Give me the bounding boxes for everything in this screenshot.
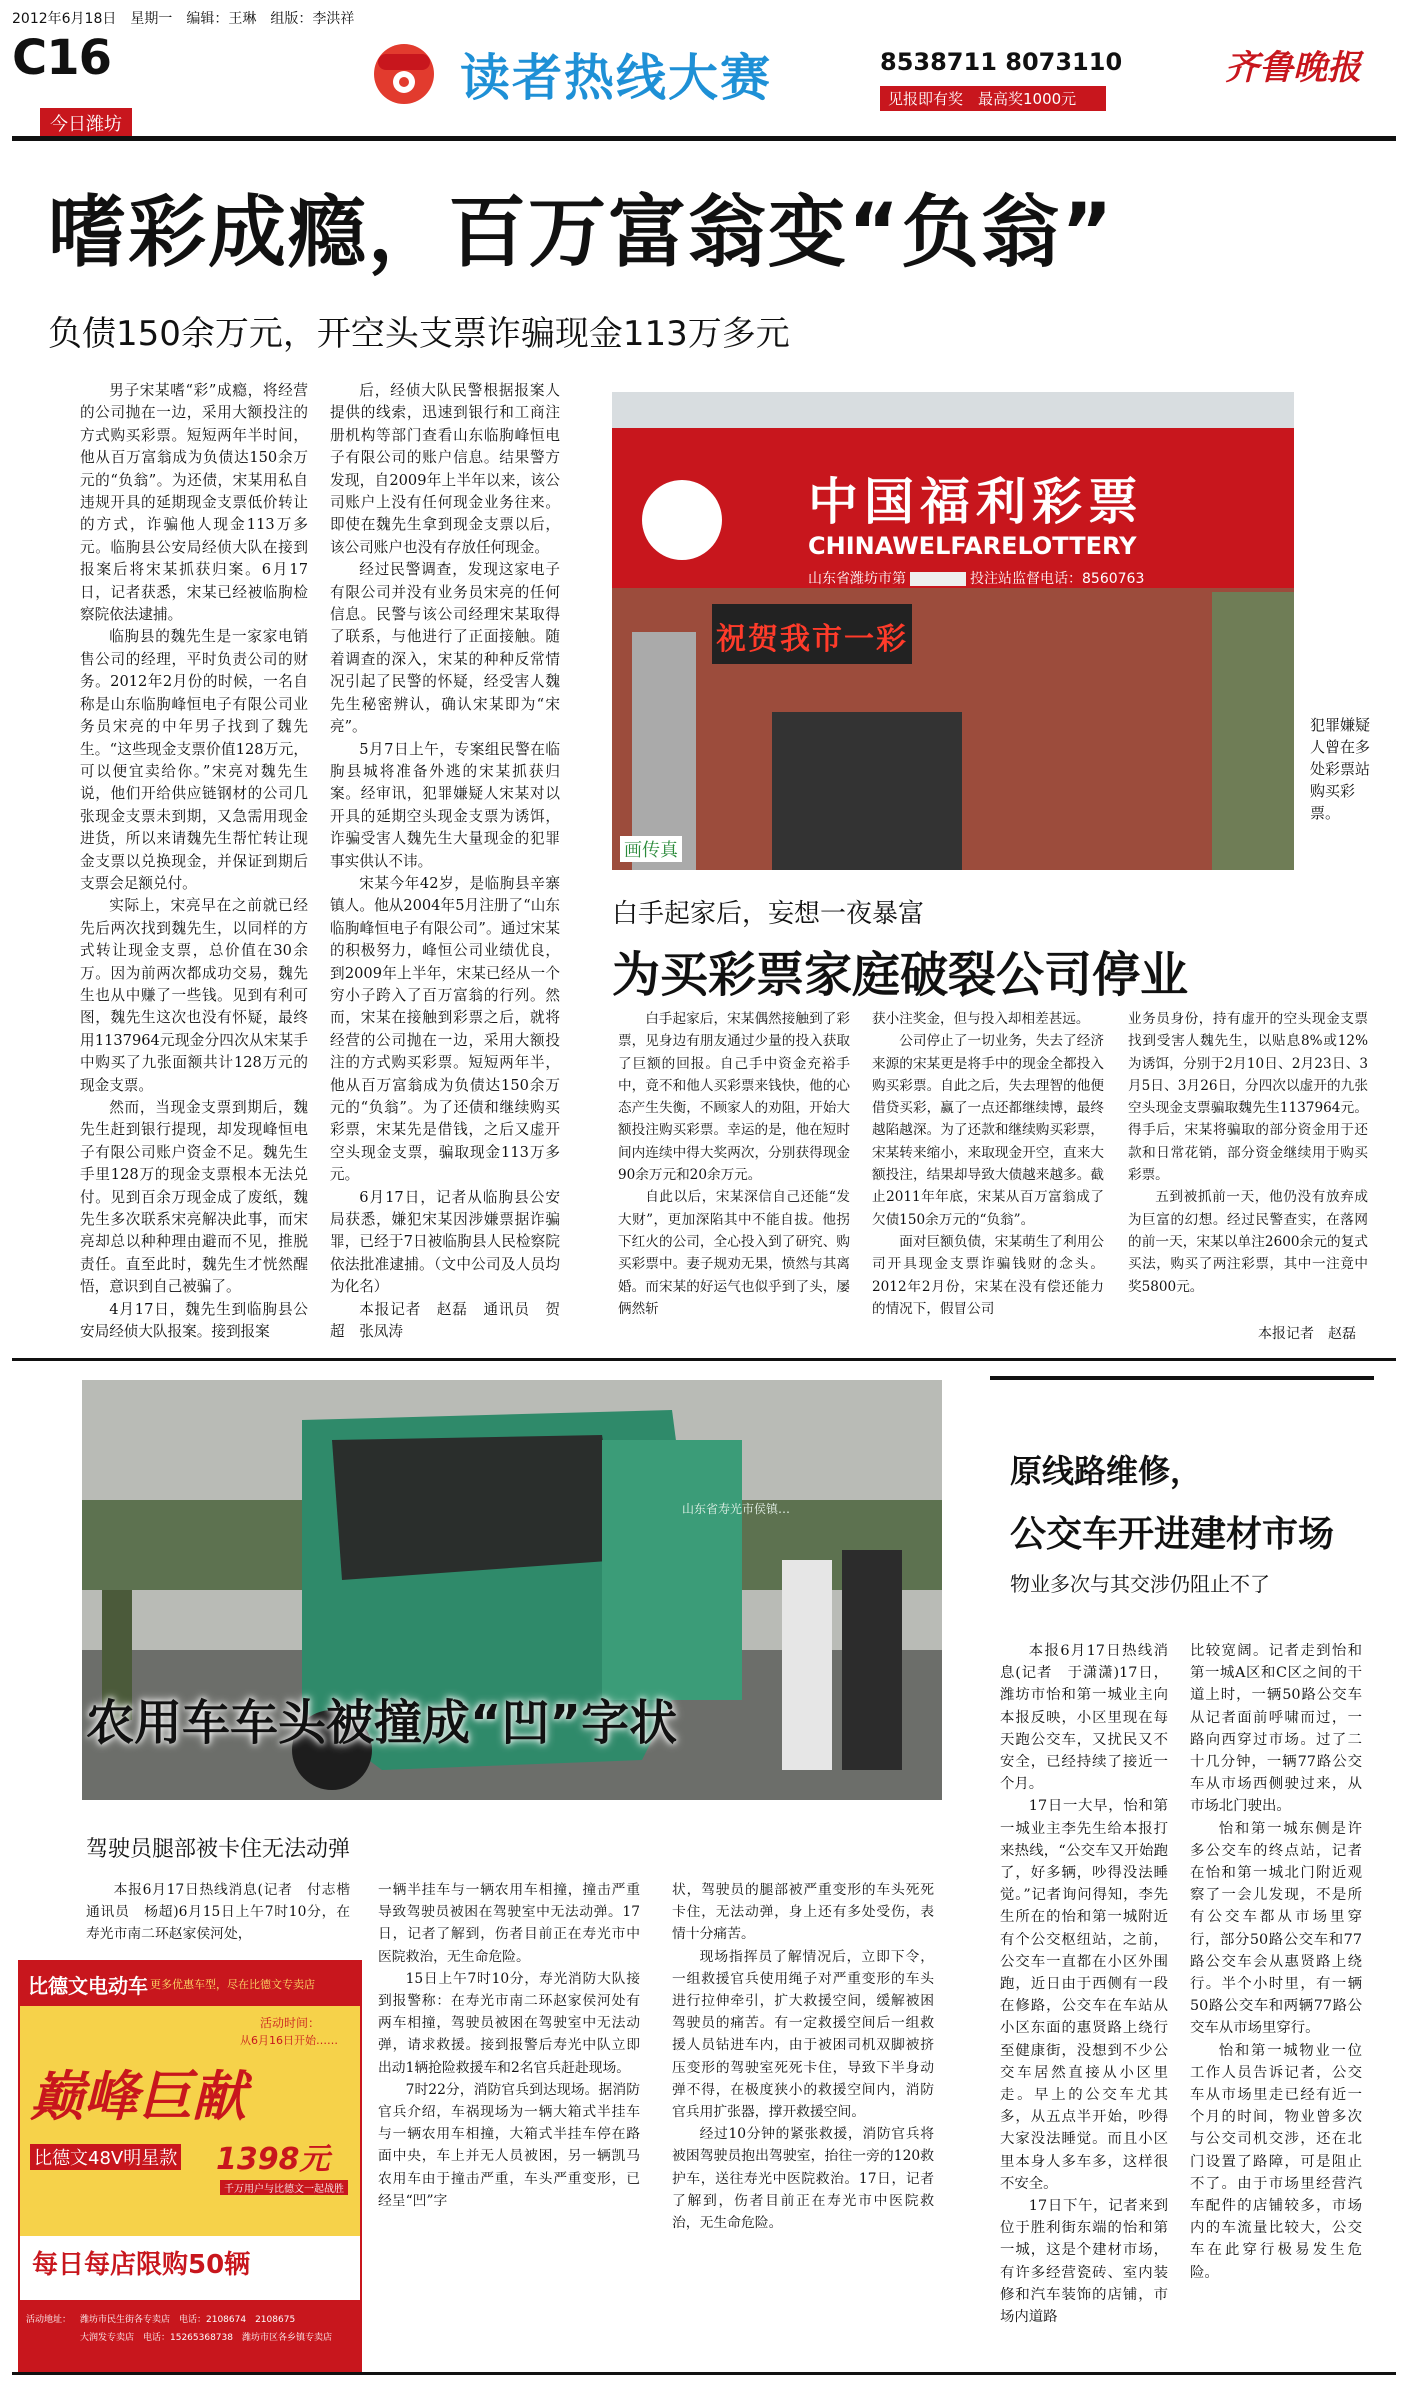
second-byline: 本报记者 赵磊 xyxy=(1258,1326,1356,1342)
lottery-sign-address: 山东省潍坊市第 投注站监督电话：8560763 xyxy=(808,571,1145,587)
ad-price: 1398元 xyxy=(216,2142,330,2177)
ad-big-title: 巅峰巨献 xyxy=(30,2064,246,2128)
ad-time: 从6月16日开始…… xyxy=(240,2034,338,2047)
ad-bottom-slogan: 每日每店限购50辆 xyxy=(32,2250,251,2280)
bus-column-1: 本报6月17日热线消息(记者 于潇潇)17日，潍坊市怡和第一城业主向本报反映，小区里现在每天跑公交车，又扰民又不安全，已经持续了接近一个月。 17日一大早，怡和第一城业主李先生给本报打来热线，“公交车又开始跑了，好多辆，吵得没法睡觉。”记者询问得知，李先生所在的怡和第一城附近有个公交枢纽站，之前，公交车一直都在小区外围跑，近日由于西侧有一段在修路，公交车在车站从小区东面的惠贤路上绕行至健康街，没想到不少公交车居然直接从小区里走。早上的公交车尤其多，从五点半开始，吵得大家没法睡觉。而且小区里本身人多车多，这样很不安全。 17日下午，记者来到位于胜利街东端的怡和第一城，这是个建材市场，有许多经营瓷砖、室内装修和汽车装饰的店铺，市场内道路 xyxy=(1000,1643,1168,2326)
truck-headline: 农用车车头被撞成“凹”字状 xyxy=(86,1695,678,1751)
truck-column-2: 一辆半挂车与一辆农用车相撞，撞击严重导致驾驶员被困在驾驶室中无法动弹。17日，记者了解到，伤者目前正在寿光市中医院救治，无生命危险。 15日上午7时10分，寿光消防大队接到报警称：在寿光市南二环赵家侯河处有两车相撞，驾驶员被困在驾驶室中无法动弹，请求救援。接到报警后寿光中队立即出动1辆抢险救援车和2名官兵赶赴现场。 7时22分，消防官兵到达现场。据消防官兵介绍，车祸现场为一辆大箱式半挂车与一辆农用车相撞，大箱式半挂车停在路面中央，车上并无人员被困，另一辆凯马农用车由于撞击严重，车头严重变形，已经呈“凹”字 xyxy=(378,1882,640,2209)
footer-rule xyxy=(12,2372,1396,2375)
second-headline: 为买彩票家庭破裂公司停业 xyxy=(612,947,1189,1003)
ebike-ad[interactable] xyxy=(18,1960,362,2372)
ad-note: 千万用户与比德文一起战胜 xyxy=(220,2180,348,2195)
ad-brand: 比德文电动车 xyxy=(28,1974,148,1998)
truck-column-3: 状，驾驶员的腿部被严重变形的车头死死卡住，无法动弹，身上还有多处受伤，表情十分痛苦。 现场指挥员了解情况后，立即下令，一组救援官兵使用绳子对严重变形的车头进行拉伸牵引，扩大救援空间，缓解被困驾驶员的痛苦。有一定救援空间后一组救援人员钻进车内，由于被困司机双脚被挤压变形的驾驶室死死卡住，导致下半身动弹不得，在极度狭小的救援空间内，消防官兵用扩张器，撑开救援空间。 经过10分钟的紧张救援，消防官兵将被困驾驶员抱出驾驶室，抬往一旁的120救护车，送往寿光中医院救治。17日，记者了解到，伤者目前正在寿光市中医院救治，无生命危险。 xyxy=(672,1882,934,2232)
bus-column-2: 比较宽阔。记者走到怡和第一城A区和C区之间的干道上时，一辆50路公交车从记者面前呼啸而过，一路向西穿过市场。过了二十几分钟，一辆77路公交车从市场西侧驶过来，从市场北门驶出。 怡和第一城东侧是许多公交车的终点站，记者在怡和第一城北门附近观察了一会儿发现，不是所有公交车都从市场里穿行，部分50路公交车和77路公交车会从惠贤路上绕行。半个小时里，有一辆50路公交车和两辆77路公交车从市场里穿行。 怡和第一城物业一位工作人员告诉记者，公交车从市场里走已经有近一个月的时间，物业曾多次与公交司机交涉，还在北门设置了路障，可是阻止不了。由于市场里经营汽车配件的店铺较多，市场内的车流量比较大，公交车在此穿行极易发生危险。 xyxy=(1190,1643,1362,2281)
hotline-contest-title: 读者热线大赛 xyxy=(460,49,772,107)
lead-column-2: 后，经侦大队民警根据报案人提供的线索，迅速到银行和工商注册机构等部门查看山东临朐峰恒电子有限公司的账户信息。结果警方发现，自2009年上半年以来，该公司账户上没有任何现金业务往来。即使在魏先生拿到现金支票以后，该公司账户也没有存放任何现金。 经过民警调查，发现这家电子有限公司并没有业务员宋亮的任何信息。民警与该公司经理宋某取得了联系，与他进行了正面接触。随着调查的深入，宋某的种种反常情况引起了民警的怀疑，经受害人魏先生秘密辨认，确认宋某即为“宋亮”。 5月7日上午，专案组民警在临朐县城将准备外逃的宋某抓获归案。经审讯，犯罪嫌疑人宋某对以开具的延期空头现金支票为诱饵，诈骗受害人魏先生大量现金的犯罪事实供认不讳。 宋某今年42岁，是临朐县辛寨镇人。他从2004年5月注册了“山东临朐峰恒电子有限公司”。通过宋某的积极努力，峰恒公司业绩优良，到2009年上半年，宋某已经从一个穷小子跨入了百万富翁的行列。然而，宋某在接触到彩票之后，就将经营的公司抛在一边，采用大额投注的方式购买彩票。短短两年半，他从百万富翁成为负债达150余万元的“负翁”。为了还债和继续购买彩票，宋某先是借钱，之后又虚开空头现金支票，骗取现金113万多元。 6月17日，记者从临朐县公安局获悉，嫌犯宋某因涉嫌票据诈骗罪，已经于7日被临朐县人民检察院依法批准逮捕。（文中公司及人员均为化名） 本报记者 赵磊 通讯员 贺超 张凤涛 xyxy=(330,380,560,1343)
second-column-3: 业务员身份，持有虚开的空头现金支票找到受害人魏先生，以贴息8%或12%为诱饵，分别于2月10日、2月23日、3月5日、3月26日，分四次以虚开的九张空头现金支票骗取魏先生1137964元。得手后，宋某将骗取的部分资金用于还款和日常花销，部分资金继续用于购买彩票。 五到被抓前一天，他仍没有放弃成为巨富的幻想。经过民警查实，在落网的前一天，宋某以单注2600余元的复式买法，购买了两注彩票，其中一注竟中奖5800元。 xyxy=(1128,1011,1368,1295)
truck-crash-photo xyxy=(82,1380,942,1800)
bus-story-rule xyxy=(990,1376,1374,1380)
page-number: C16 xyxy=(12,30,112,86)
lead-column-1: 男子宋某嗜“彩”成瘾，将经营的公司抛在一边，采用大额投注的方式购买彩票。短短两年半时间，他从百万富翁成为负债达150余万元的“负翁”。为还债，宋某用私自违规开具的延期现金支票低价转让的方式，诈骗他人现金113万多元。临朐县公安局经侦大队在接到报案后将宋某抓获归案。6月17日，记者获悉，宋某已经被临朐检察院依法逮捕。 临朐县的魏先生是一家家电销售公司的经理，平时负责公司的财务。2012年2月份的时候，一名自称是山东临朐峰恒电子有限公司业务员宋亮的中年男子找到了魏先生。“这些现金支票价值128万元，可以便宜卖给你。”宋亮对魏先生说，他们开给供应链钢材的公司几张现金支票未到期，又急需用现金进货，所以来请魏先生帮忙转让现金支票以兑换现金，并保证到期后支票会足额兑付。 实际上，宋亮早在之前就已经先后两次找到魏先生，以同样的方式转让现金支票，总价值在30余万。因为前两次都成功交易，魏先生也从中赚了一些钱。见到有利可图，魏先生这次也没有怀疑，最终用1137964元现金分四次从宋某手中购买了九张面额共计128万元的现金支票。 然而，当现金支票到期后，魏先生赶到银行提现，却发现峰恒电子有限公司账户资金不足。魏先生手里128万的现金支票根本无法兑付。见到百余万现金成了废纸，魏先生多次联系宋亮解决此事，而宋亮却总以种种理由避而不见，推脱责任。直至此时，魏先生才恍然醒悟，意识到自己被骗了。 4月17日，魏先生到临朐县公安局经侦大队报案。接到报案 xyxy=(80,382,308,1341)
bus-headline-2: 公交车开进建材市场 xyxy=(1010,1514,1335,1555)
lead-headline: 嗜彩成瘾，百万富翁变“负翁” xyxy=(48,188,1115,278)
lottery-sign-title: 中国福利彩票 xyxy=(808,473,1144,531)
truck-column-1: 本报6月17日热线消息(记者 付志楷 通讯员 杨超)6月15日上午7时10分，在寿光市南二环赵家侯河处， xyxy=(86,1882,364,1942)
phone-icon xyxy=(360,36,448,106)
date-line: 2012年6月18日 星期一 编辑：王琳 组版：李洪祥 xyxy=(12,11,355,27)
bus-headline-1: 原线路维修， xyxy=(1010,1452,1203,1490)
lottery-shop-photo xyxy=(612,392,1294,870)
newspaper-brand: 齐鲁晚报 xyxy=(1225,48,1361,88)
truck-subheadline: 驾驶员腿部被卡住无法动弹 xyxy=(86,1837,351,1862)
ad-store-2: 大润发专卖店 电话：15265368738 潍坊市区各乡镇专卖店 xyxy=(80,2333,332,2343)
ad-time-label: 活动时间： xyxy=(260,2016,321,2030)
truck-door-plate: 山东省寿光市侯镇… xyxy=(682,1502,791,1516)
second-kicker: 白手起家后，妄想一夜暴富 xyxy=(612,899,925,929)
prize-bar: 见报即有奖 最高奖1000元 xyxy=(880,86,1106,111)
lottery-photo-caption: 犯罪嫌疑人曾在多处彩票站购买彩票。 xyxy=(1310,716,1371,822)
ad-model: 比德文48V明星款 xyxy=(30,2144,181,2170)
section-tab: 今日潍坊 xyxy=(40,108,132,138)
photo-credit: 画传真 xyxy=(620,836,682,862)
ad-stores-label: 活动地址： xyxy=(26,2315,72,2325)
second-column-2: 获小注奖金，但与投入却相差甚远。 公司停止了一切业务，失去了经济来源的宋某更是将手中的现金全都投入购买彩票。自此之后，失去理智的他便借贷买彩，赢了一点还都继续博，最终越陷越深。为了还款和继续购买彩票，宋某转来缩小，来取现金开空，直来大额投注，结果却导致大债越来越多。截止2011年年底，宋某从百万富翁成了欠债150余万元的“负翁”。 面对巨额负债，宋某萌生了利用公司开具现金支票诈骗钱财的念头。2012年2月份，宋某在没有偿还能力的情况下，假冒公司 xyxy=(872,1011,1104,1317)
header-rule xyxy=(12,136,1396,141)
ad-slogan: 更多优惠车型，尽在比德文专卖店 xyxy=(150,1978,315,1991)
lottery-sign-english: CHINAWELFARELOTTERY xyxy=(808,532,1137,560)
second-column-1: 白手起家后，宋某偶然接触到了彩票，见身边有朋友通过少量的投入获取了巨额的回报。自己手中资金充裕手中，竟不和他人买彩票来钱快，他的心态产生失衡，不顾家人的劝阻，开始大额投注购买彩票。幸运的是，他在短时间内连续中得大奖两次，分别获得现金90余万元和20余万元。 自此以后，宋某深信自己还能“发大财”，更加深陷其中不能自拔。他拐下红火的公司，全心投入到了研究、购买彩票中。妻子规劝无果，愤然与其离婚。而宋某的好运气也似乎到了头，屡俩然斩 xyxy=(618,1011,850,1317)
lead-byline: 本报记者 赵磊 通讯员 贺超 张凤涛 xyxy=(330,1300,560,1341)
lead-subheadline: 负债150余万元，开空头支票诈骗现金113万多元 xyxy=(48,314,790,354)
mid-rule xyxy=(12,1358,1396,1361)
ad-store-1: 潍坊市民生街各专卖店 电话：2108674 2108675 xyxy=(80,2315,296,2325)
led-scroll-text: 祝贺我市一彩 xyxy=(716,622,908,657)
bus-subheadline: 物业多次与其交涉仍阻止不了 xyxy=(1010,1572,1270,1596)
hotline-phones: 8538711 8073110 xyxy=(880,48,1123,76)
